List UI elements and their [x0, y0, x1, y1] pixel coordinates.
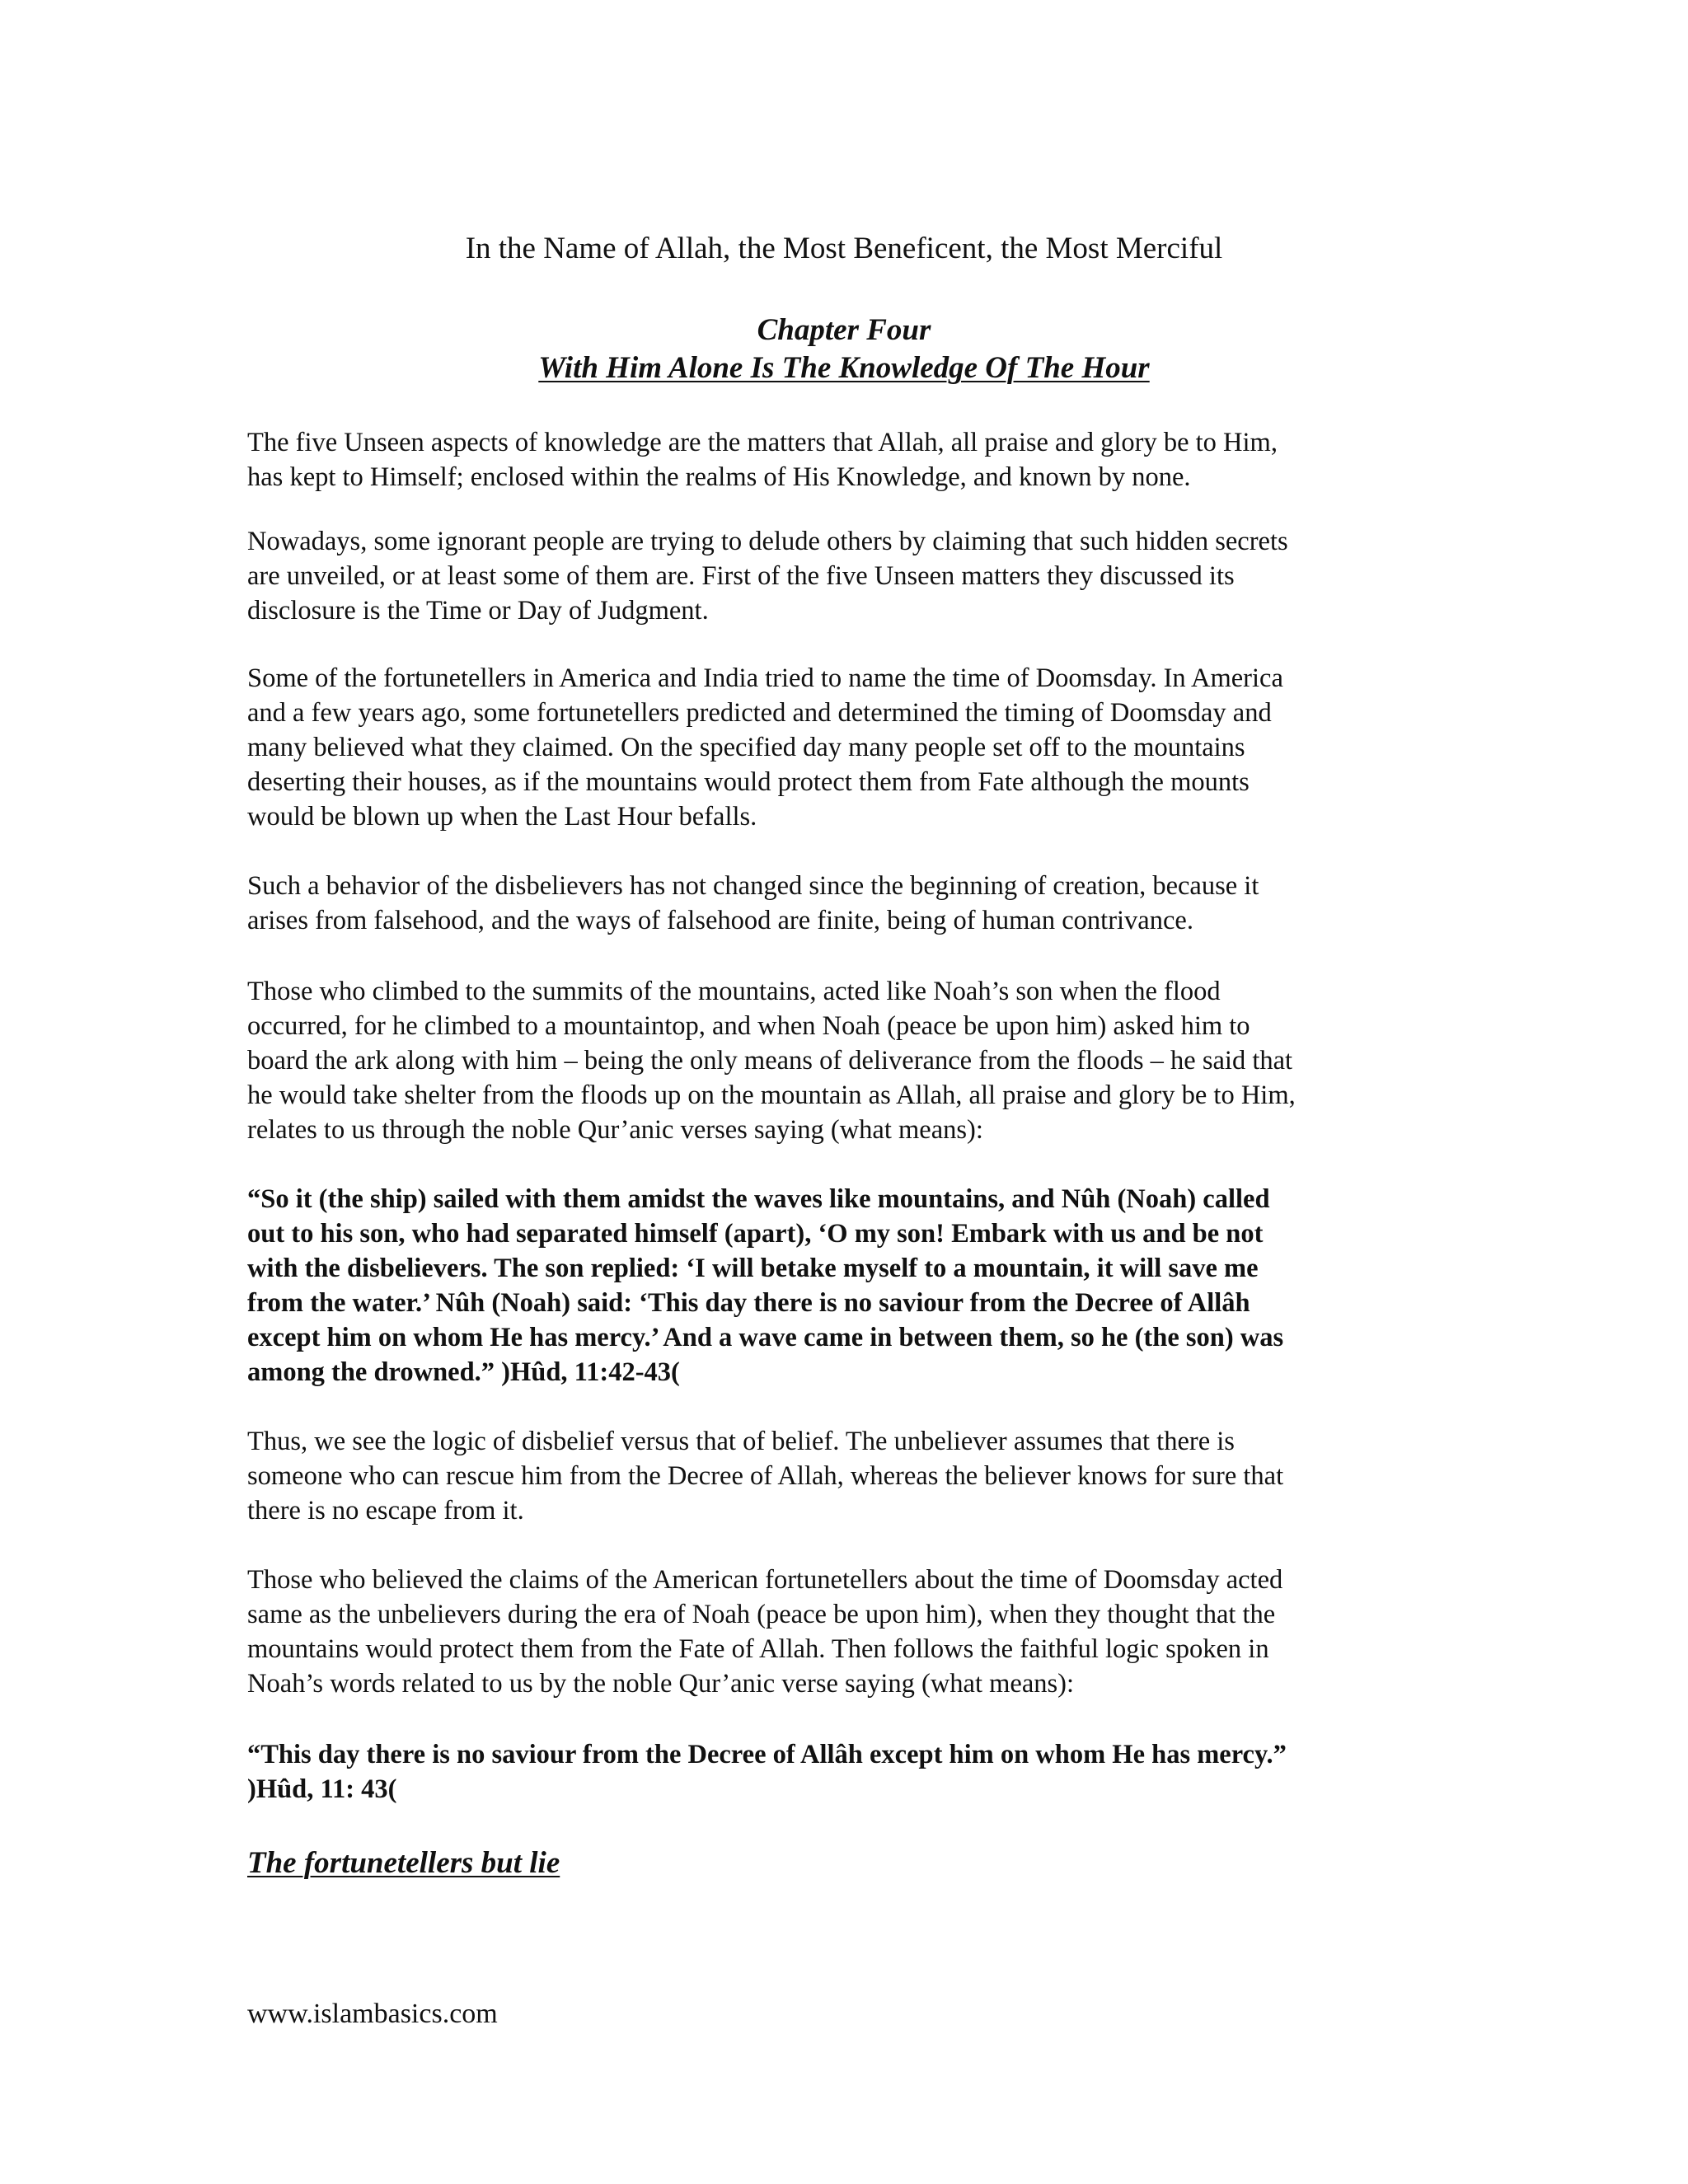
paragraph-noah-son: Those who climbed to the summits of the mountains, acted like Noah’s son when the flood occurred, for he climbed to a mountaintop, and when Noah (peace be upon him) asked him to board the ark along with him – being the only means of deliverance from the floods – he said that he would take shelter from the floods up on the mountain as Allah, all praise and glory be to Him, relates to us through the noble Qur’anic verses saying (what means):: [247, 977, 1296, 1145]
bismillah-heading: In the Name of Allah, the Most Beneficent, the Most Merciful: [465, 232, 1223, 265]
chapter-label: Chapter Four: [757, 313, 931, 347]
paragraph-ignorant-people: Nowadays, some ignorant people are trying to delude others by claiming that such hidden secrets are unveiled, or at least some of them are. First of the five Unseen matters they discussed its disclosure is the Time or Day of Judgment.: [247, 527, 1288, 626]
paragraph-american-fortunetellers: Those who believed the claims of the American fortunetellers about the time of Doomsday acted same as the unbelievers during the era of Noah (peace be upon him), when they thought that the mountains would protect them from the Fate of Allah. Then follows the faithful logic spoken in Noah’s words related to us by the noble Qur’anic verse saying (what means):: [247, 1565, 1283, 1699]
paragraph-logic-disbelief: Thus, we see the logic of disbelief versus that of belief. The unbeliever assumes that there is someone who can rescue him from the Decree of Allah, whereas the believer knows for sure that there is no escape from it.: [247, 1427, 1284, 1526]
chapter-title: With Him Alone Is The Knowledge Of The Hour: [538, 351, 1150, 385]
quran-quote-hud-42-43: “So it (the ship) sailed with them amidst the waves like mountains, and Nûh (Noah) called out to his son, who had separated himself (apart), ‘O my son! Embark with us and be not with the disbelievers. The son replied: ‘I will betake myself to a mountain, it will save me from the water.’ Nûh (Noah) said: ‘This day there is no saviour from the Decree of Allâh except him on whom He has mercy.’ And a wave came in between them, so he (the son) was among the drowned.” )Hûd, 11:42-43(: [247, 1184, 1284, 1387]
paragraph-unseen-aspects: The five Unseen aspects of knowledge are the matters that Allah, all praise and glory be to Him, has kept to Himself; enclosed within the realms of His Knowledge, and known by none.: [247, 428, 1278, 492]
paragraph-fortunetellers-america: Some of the fortunetellers in America and India tried to name the time of Doomsday. In America and a few years ago, some fortunetellers predicted and determined the timing of Doomsday and many believed what they claimed. On the specified day many people set off to the mountains deserting their houses, as if the mountains would protect them from Fate although the mounts would be blown up when the Last Hour befalls.: [247, 663, 1283, 832]
section-heading: The fortunetellers but lie: [247, 1846, 560, 1880]
footer-url: www.islambasics.com: [247, 1999, 498, 2029]
paragraph-behavior-disbelievers: Such a behavior of the disbelievers has not changed since the beginning of creation, because it arises from falsehood, and the ways of falsehood are finite, being of human contrivance.: [247, 871, 1259, 935]
quran-quote-hud-43: “This day there is no saviour from the Decree of Allâh except him on whom He has mercy.” )Hûd, 11: 43(: [247, 1740, 1287, 1804]
